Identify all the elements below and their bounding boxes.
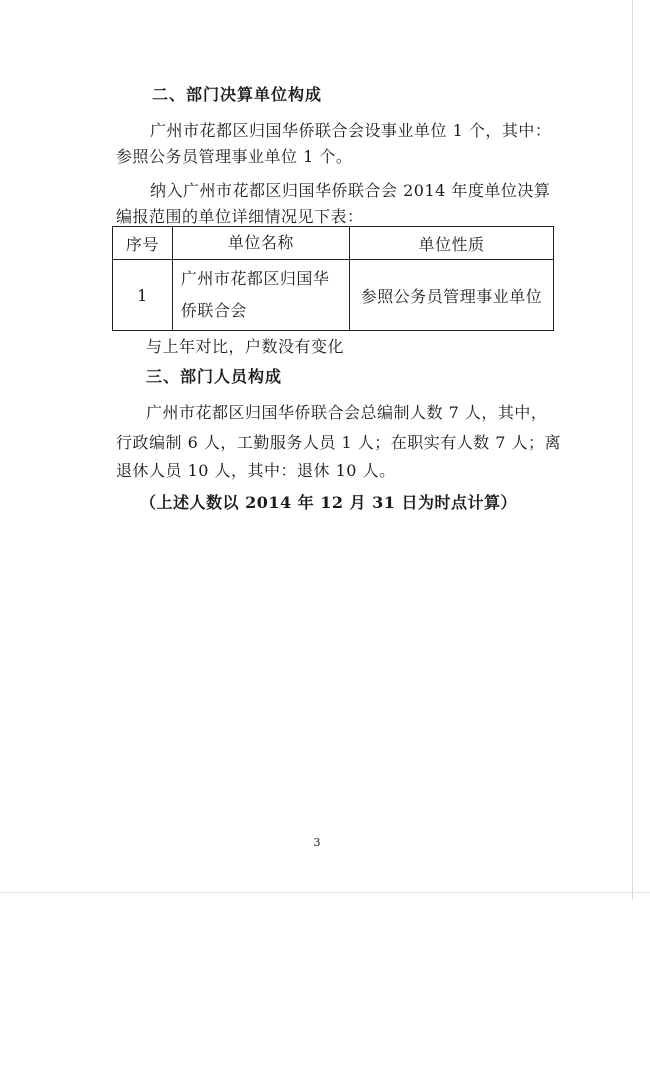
cell-name-line2: 侨联合会	[180, 301, 247, 320]
table-row	[113, 260, 554, 331]
table-header-row	[113, 227, 554, 260]
cell-no: 1	[113, 260, 173, 331]
section2-heading: 二、部门决算单位构成	[152, 85, 323, 104]
header-name: 单位名称	[172, 227, 349, 260]
section3-heading: 三、部门人员构成	[146, 367, 283, 386]
unit-table	[112, 226, 554, 331]
cell-type: 参照公务员管理事业单位	[349, 260, 553, 331]
header-type: 单位性质	[349, 227, 553, 260]
cell-name-line1: 广州市花都区归国华	[180, 269, 330, 288]
section2-para2-line1: 纳入广州市花都区归国华侨联合会 2014 年度单位决算	[150, 181, 551, 200]
section2-para1-line2: 参照公务员管理事业单位 1 个。	[116, 147, 353, 166]
page-number: 3	[313, 836, 321, 849]
section3-para-line3: 退休人员 10 人，其中：退休 10 人。	[116, 461, 396, 480]
section2-para2-line2: 编报范围的单位详细情况见下表：	[116, 207, 364, 226]
section2-para1-line1: 广州市花都区归国华侨联合会设事业单位 1 个，其中：	[150, 121, 552, 140]
scan-edge-right	[632, 0, 633, 900]
section3-para-line2: 行政编制 6 人，工勤服务人员 1 人；在职实有人数 7 人；离	[116, 433, 562, 452]
section3-note: （上述人数以 2014 年 12 月 31 日为时点计算）	[140, 493, 517, 512]
comparison-text: 与上年对比，户数没有变化	[146, 337, 345, 356]
header-no: 序号	[113, 227, 173, 260]
cell-name	[172, 260, 349, 331]
section3-para-line1: 广州市花都区归国华侨联合会总编制人数 7 人，其中，	[146, 403, 548, 422]
scan-edge-bottom	[0, 892, 650, 893]
